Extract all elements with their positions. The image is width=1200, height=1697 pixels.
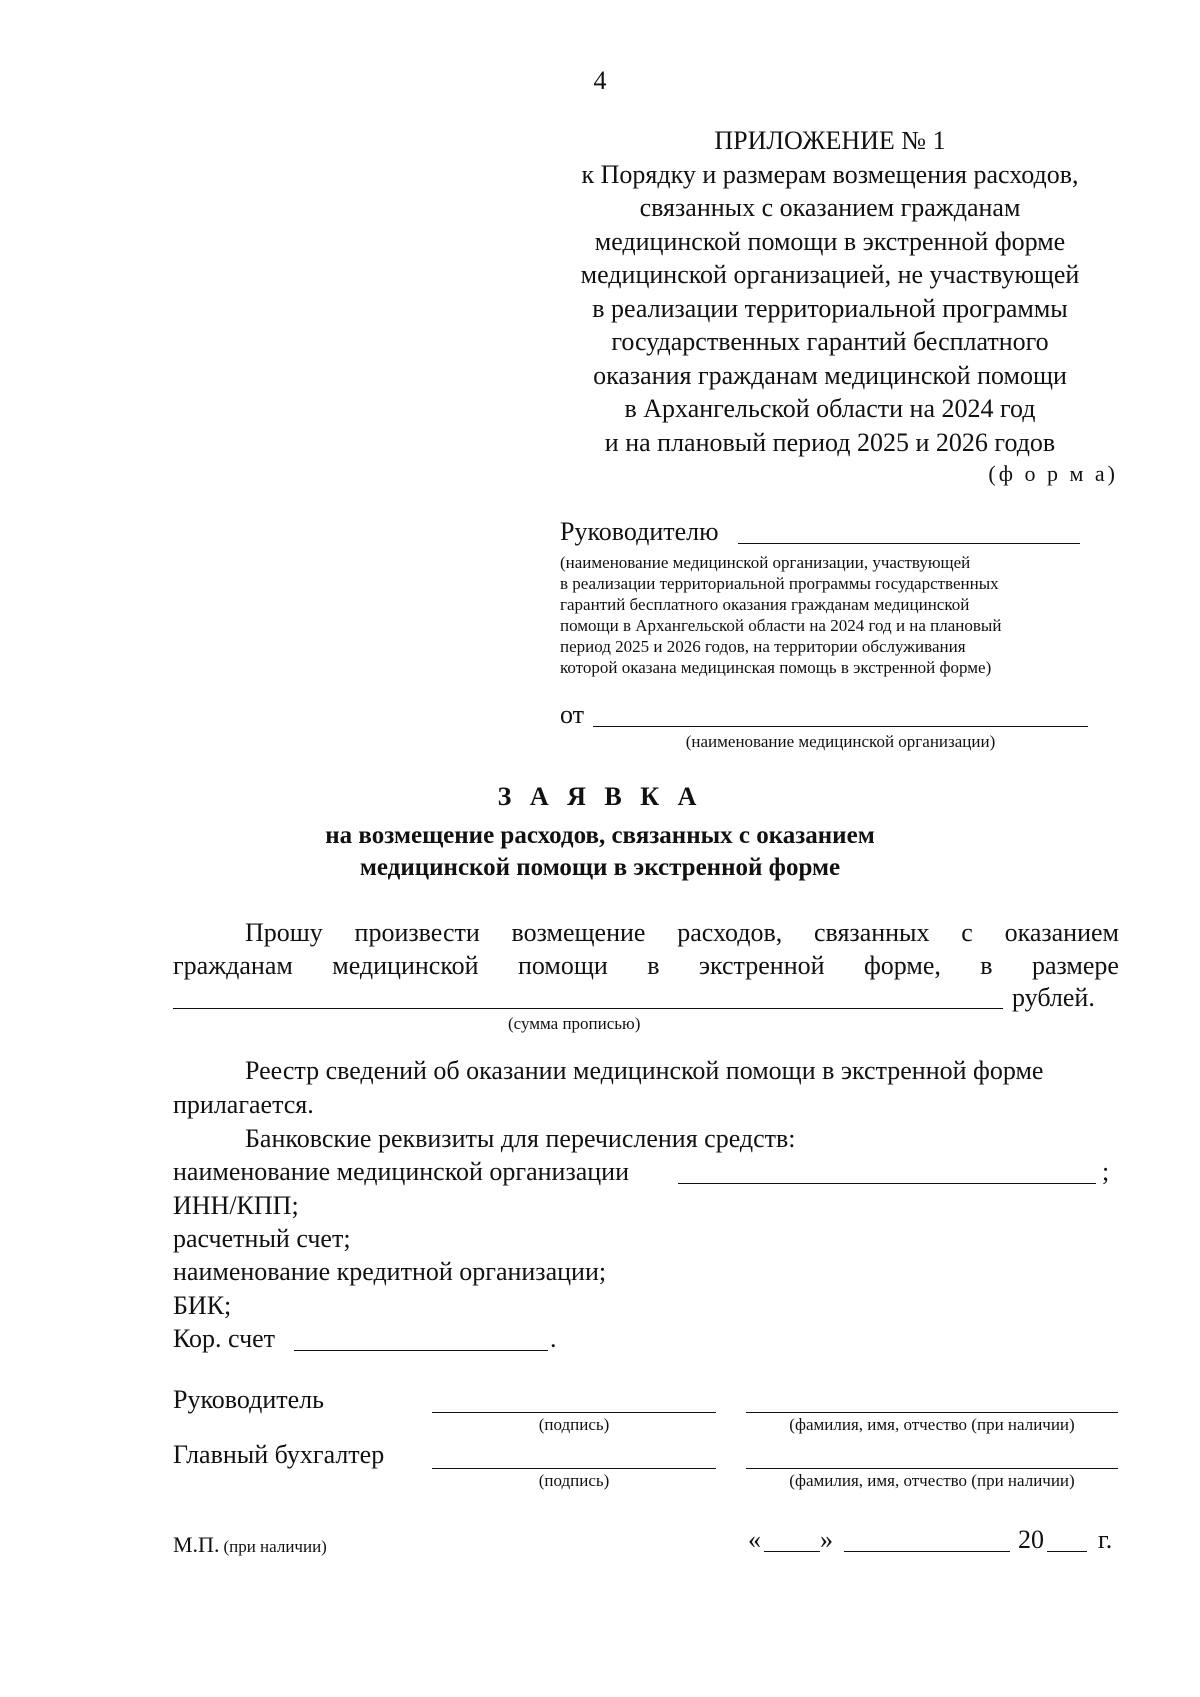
kor-period: .: [550, 1324, 557, 1353]
forma-label: (ф о р м а): [988, 461, 1118, 486]
fio-note: (фамилия, имя, отчество (при наличии): [789, 1471, 1075, 1490]
kor-blank: [294, 1350, 548, 1351]
addressee-note-line: в реализации территориальной программы государственных: [560, 574, 999, 593]
addressee-note-line: которой оказана медицинская помощь в экстренной форме): [560, 658, 992, 677]
sum-blank: [173, 1008, 1003, 1009]
from-label: от: [560, 700, 585, 729]
subtitle-line: на возмещение расходов, связанных с оказанием: [325, 822, 875, 849]
year-suffix: г.: [1098, 1525, 1113, 1554]
date-close-quote: »: [820, 1525, 833, 1554]
subtitle-line: медицинской помощи в экстренной форме: [359, 854, 841, 881]
signature-note: (подпись): [538, 1415, 610, 1434]
addressee-note-line: (наименование медицинской организации, участвующей: [560, 553, 971, 572]
sum-note: (сумма прописью): [508, 1014, 641, 1033]
org-name-label: наименование медицинской организации: [173, 1157, 630, 1186]
appendix-line: связанных с оказанием гражданам: [639, 193, 1021, 222]
request-line-2: гражданам медицинской помощи в экстренной форме, в размере: [173, 951, 1119, 980]
semicolon: ;: [1102, 1157, 1110, 1186]
fio-note: (фамилия, имя, отчество (при наличии): [789, 1415, 1075, 1434]
kor-label: Кор. счет: [173, 1324, 276, 1353]
appendix-line: медицинской помощи в экстренной форме: [594, 226, 1066, 256]
accountant-label: Главный бухгалтер: [173, 1440, 385, 1469]
addressee-note-line: помощи в Архангельской области на 2024 год и на плановый: [560, 616, 1002, 635]
document-title: З А Я В К А: [497, 782, 703, 811]
account: расчетный счет;: [173, 1224, 351, 1253]
stamp-label: М.П.: [173, 1532, 220, 1557]
signature-note: (подпись): [538, 1471, 610, 1490]
rubles-label: рублей.: [1012, 983, 1095, 1012]
inn-kpp: ИНН/КПП;: [173, 1191, 299, 1220]
accountant-signature-blank: [432, 1468, 716, 1469]
appendix-header: [540, 124, 1120, 459]
year-prefix: 20: [1018, 1525, 1044, 1554]
stamp-line: [173, 1532, 327, 1558]
head-signature-blank: [432, 1412, 716, 1413]
registry-line: Реестр сведений об оказании медицинской помощи в экстренной форме: [245, 1056, 1044, 1085]
appendix-line: оказания гражданам медицинской помощи: [593, 360, 1067, 390]
appendix-title: ПРИЛОЖЕНИЕ № 1: [714, 126, 946, 155]
addressee-note-line: гарантий бесплатного оказания гражданам медицинской: [560, 595, 970, 614]
year-blank: [1047, 1551, 1087, 1552]
from-note: (наименование медицинской организации): [685, 732, 996, 751]
head-label: Руководитель: [173, 1385, 324, 1414]
addressee-note: [560, 552, 1001, 678]
appendix-line: в Архангельской области на 2024 год: [624, 394, 1036, 423]
appendix-line: государственных гарантий бесплатного: [611, 327, 1049, 356]
registry-line: прилагается.: [173, 1090, 314, 1119]
stamp-note: (при наличии): [223, 1537, 327, 1556]
appendix-line: в реализации территориальной программы: [592, 293, 1068, 323]
bik: БИК;: [173, 1291, 232, 1320]
org-name-blank: [678, 1183, 1096, 1184]
appendix-line: медицинской организацией, не участвующей: [580, 260, 1080, 289]
credit-org: наименование кредитной организации;: [173, 1257, 607, 1286]
date-open-quote: «: [748, 1525, 761, 1554]
bank-header: Банковские реквизиты для перечисления средств:: [245, 1124, 796, 1153]
accountant-fio-blank: [746, 1468, 1118, 1469]
page-number: 4: [593, 66, 607, 95]
addressee-blank: [738, 543, 1080, 544]
appendix-line: и на плановый период 2025 и 2026 годов: [604, 427, 1056, 457]
addressee-note-line: период 2025 и 2026 годов, на территории обслуживания: [560, 637, 966, 656]
day-blank: [764, 1551, 820, 1552]
addressee-label: Руководителю: [560, 517, 719, 546]
appendix-line: к Порядку и размерам возмещения расходов,: [581, 159, 1079, 189]
from-blank: [593, 726, 1088, 727]
month-blank: [844, 1551, 1010, 1552]
head-fio-blank: [746, 1412, 1118, 1413]
request-line-1: Прошу произвести возмещение расходов, связанных с оказанием: [245, 918, 1119, 947]
